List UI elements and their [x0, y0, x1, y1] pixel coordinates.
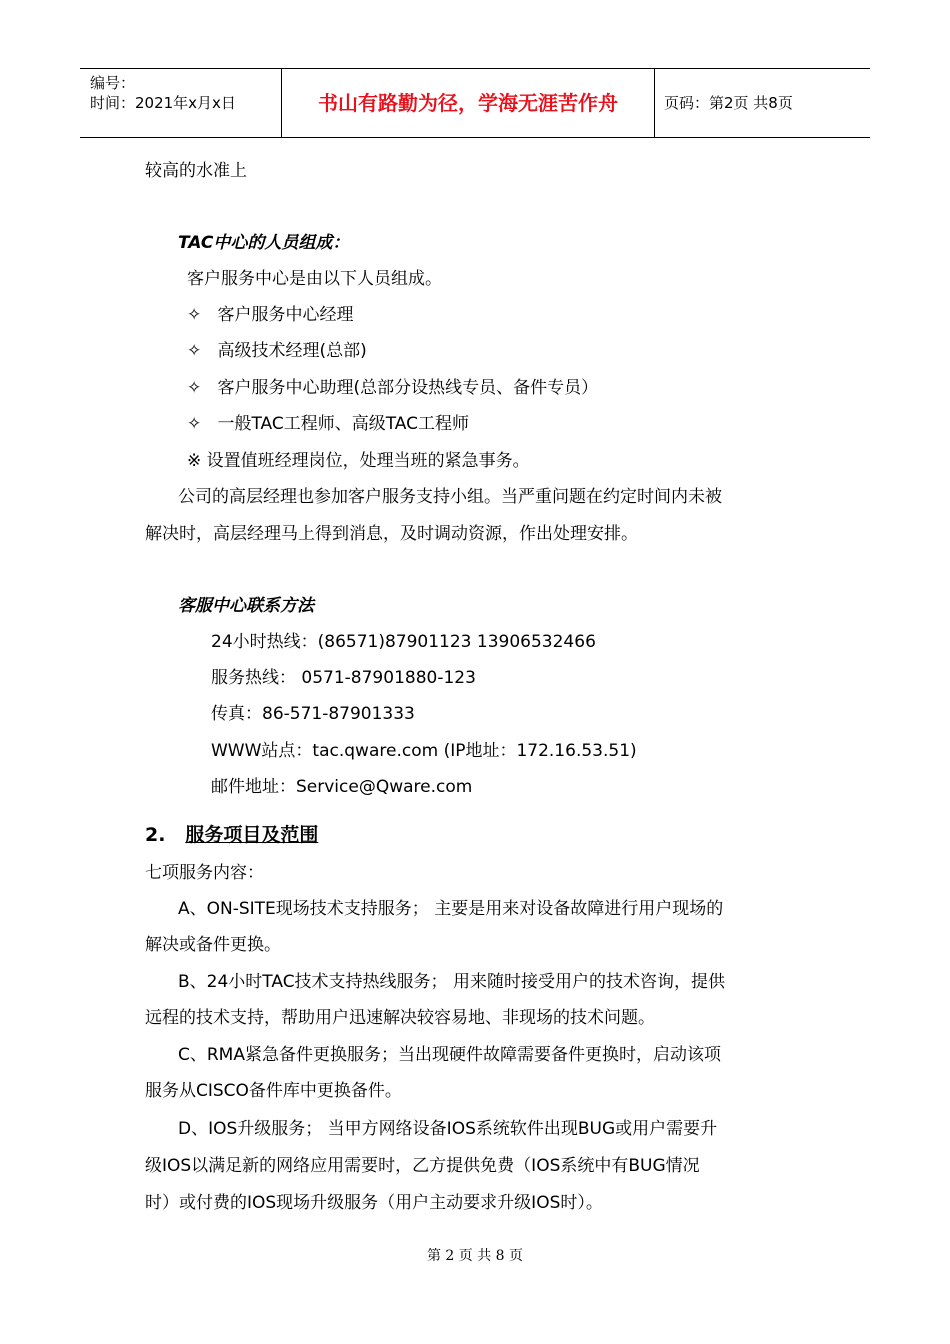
service-line: B、24小时TAC技术支持热线服务； 用来随时接受用户的技术咨询，提供: [178, 972, 725, 992]
service-line: 级IOS以满足新的网络应用需要时，乙方提供免费（IOS系统中有BUG情况: [145, 1156, 700, 1176]
duty-manager-note: ※ 设置值班经理岗位，处理当班的紧急事务。: [187, 451, 530, 471]
service-line: A、ON-SITE现场技术支持服务； 主要是用来对设备故障进行用户现场的: [178, 899, 724, 919]
bullet-icon: ✧: [187, 341, 202, 361]
page-header-table: [80, 68, 870, 138]
contact-hotline-24h: 24小时热线：(86571)87901123 13906532466: [211, 632, 596, 652]
paragraph-line: 公司的高层经理也参加客户服务支持小组。当严重问题在约定时间内未被: [178, 487, 722, 507]
tac-heading: TAC中心的人员组成：: [178, 233, 350, 253]
list-item-text: 客户服务中心经理: [217, 305, 354, 325]
section-heading: [145, 823, 318, 847]
list-item: [187, 376, 598, 400]
service-line: 远程的技术支持，帮助用户迅速解决较容易地、非现场的技术问题。: [145, 1008, 655, 1028]
section-number: 2.: [145, 824, 166, 846]
tac-intro: 客户服务中心是由以下人员组成。: [187, 269, 442, 289]
list-item-text: 高级技术经理(总部): [217, 341, 367, 361]
service-line: C、RMA紧急备件更换服务；当出现硬件故障需要备件更换时，启动该项: [178, 1045, 721, 1065]
header-meta-cell: [80, 69, 282, 137]
contact-email: 邮件地址：Service@Qware.com: [211, 777, 473, 797]
page-footer: 第 2 页 共 8 页: [426, 1248, 524, 1264]
list-item: [187, 303, 353, 327]
section-title: 服务项目及范围: [185, 824, 319, 846]
list-item: [187, 412, 469, 436]
paragraph-line: 解决时，高层经理马上得到消息，及时调动资源，作出处理安排。: [145, 524, 638, 544]
bullet-icon: ✧: [187, 414, 202, 434]
date-label: 时间：2021年x月x日: [90, 94, 236, 112]
contact-service-hotline: 服务热线： 0571-87901880-123: [211, 668, 476, 688]
serial-label: 编号：: [90, 74, 136, 92]
contact-website: WWW站点：tac.qware.com (IP地址：172.16.53.51): [211, 741, 637, 761]
header-motto: 书山有路勤为径，学海无涯苦作舟: [282, 69, 655, 137]
service-line: 解决或备件更换。: [145, 935, 281, 955]
service-line: 时）或付费的IOS现场升级服务（用户主动要求升级IOS时）。: [145, 1193, 603, 1213]
bullet-icon: ✧: [187, 305, 202, 325]
list-item-text: 一般TAC工程师、高级TAC工程师: [217, 414, 469, 434]
service-line: D、IOS升级服务； 当甲方网络设备IOS系统软件出现BUG或用户需要升: [178, 1119, 718, 1139]
list-item-text: 客户服务中心助理(总部分设热线专员、备件专员）: [217, 378, 599, 398]
contact-fax: 传真：86-571-87901333: [211, 704, 415, 724]
list-item: [187, 339, 367, 363]
service-line: 服务从CISCO备件库中更换备件。: [145, 1081, 402, 1101]
contact-heading: 客服中心联系方法: [178, 596, 314, 616]
header-page-info: 页码：第2页 共8页: [664, 94, 793, 112]
continued-line: 较高的水准上: [145, 161, 247, 181]
bullet-icon: ✧: [187, 378, 202, 398]
services-intro: 七项服务内容：: [145, 863, 264, 883]
